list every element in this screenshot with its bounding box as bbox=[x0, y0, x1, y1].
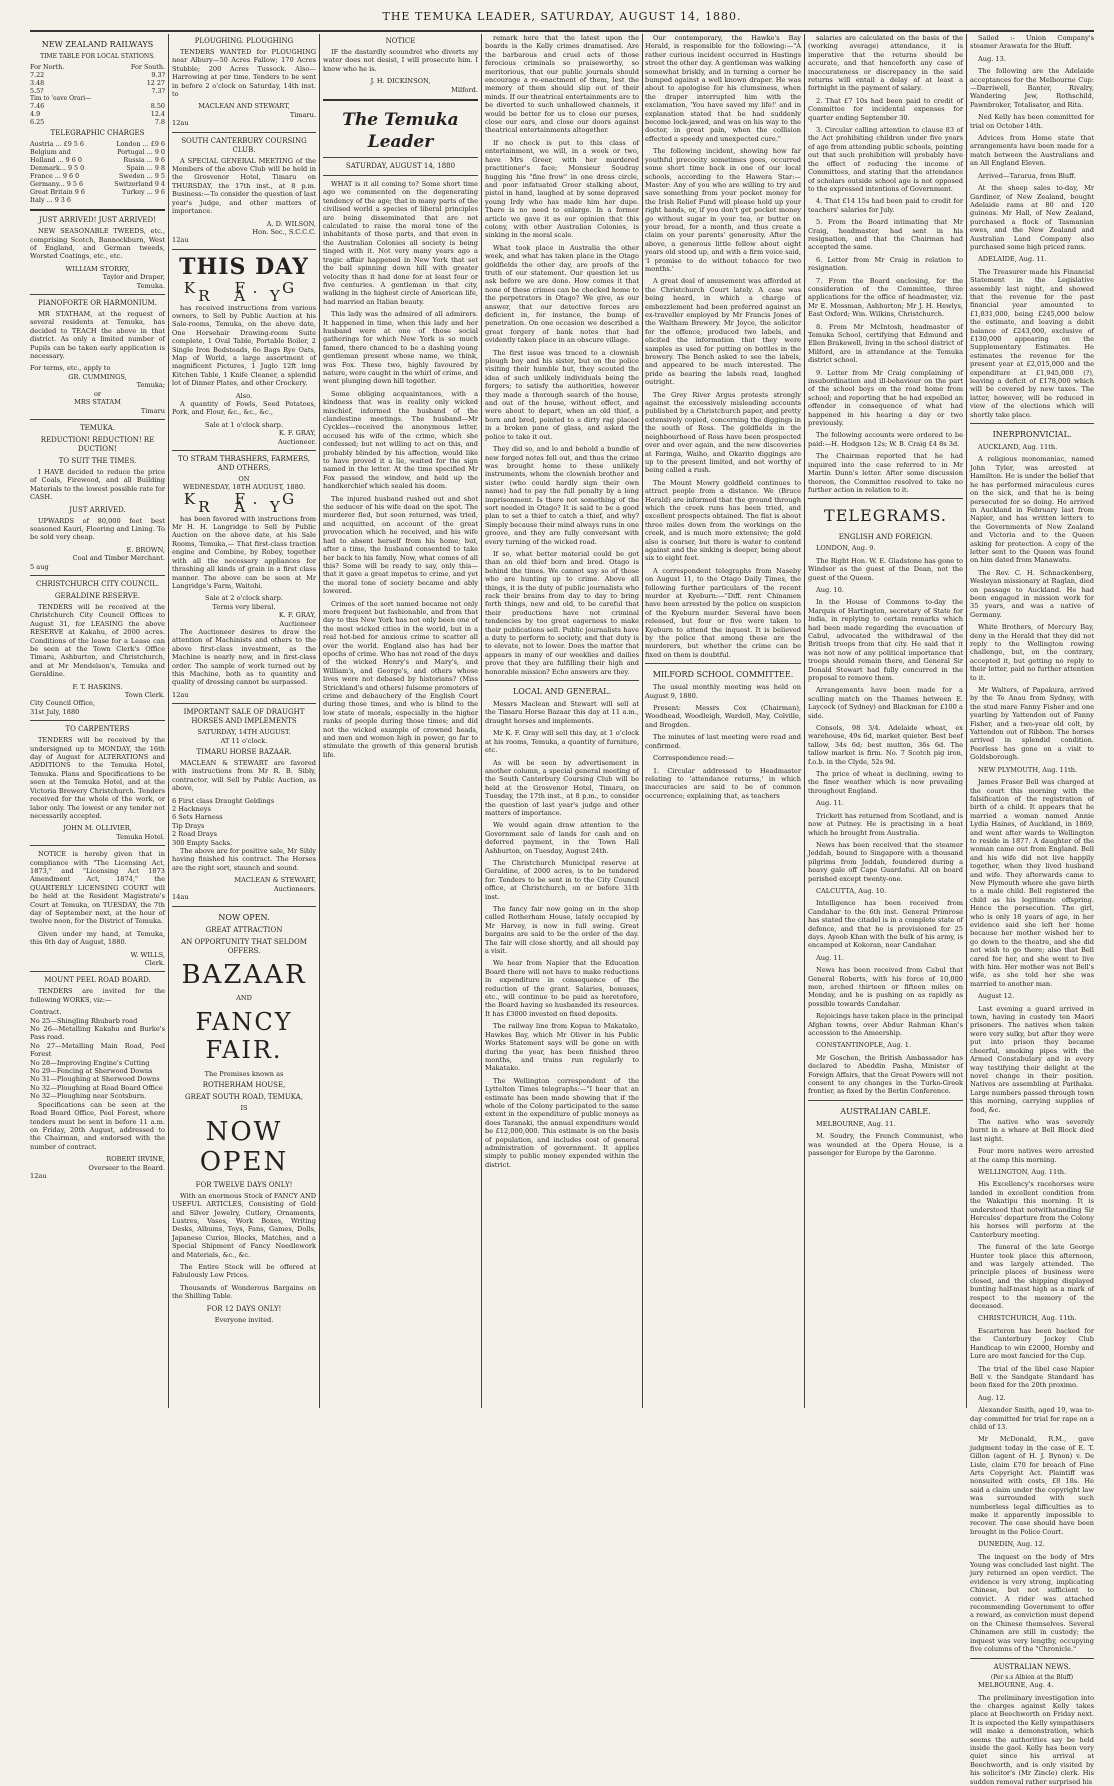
notice-text: IF the dastardly scoundrel who diverts my water does not desist, I will prosecute him. I know who he is. bbox=[323, 48, 478, 73]
local-item: We hear from Napier that the Education Board there will not have to make reductions in expenditure in consequence of the reduction of the grant. Salaries, bonuses, etc., will continue to be paid as heretofore, the Board having so husbanded its resources. It has £3000 invested on fixed deposits. bbox=[485, 959, 639, 1018]
licensing-title: Clerk. bbox=[144, 959, 165, 967]
telegraph-cell: Spain ... 9 8 bbox=[126, 164, 165, 173]
horse-bazaar-name: MACLEAN & STEWART, bbox=[234, 876, 316, 885]
geraldine-date: 31st July, 1880 bbox=[30, 707, 80, 716]
coursing-text: A SPECIAL GENERAL MEETING of the Members of the above Club will be held in the Grosvenor Hotel, Timaru on THURSDAY, the 17th inst., at 8 p.m. Business:—To consider the question of last year's Judge, and other matters of importance. bbox=[172, 156, 316, 216]
piano-place1: Temuka; bbox=[136, 381, 165, 390]
local-item: The Christchurch Municipal reserve at Geraldine, of 2000 acres, is to be tendered for. Tenders to be sent in to the City Council office, at Christchurch, on or before 31th inst. bbox=[485, 858, 639, 901]
telegraph-cell: France ... 9 6 0 bbox=[30, 172, 80, 181]
south-label: For South. bbox=[130, 62, 165, 71]
telegram-paragraph: Aug. 11. bbox=[816, 953, 844, 962]
telegram-paragraph: Rejoicings have taken place in the principal Afghan towns, over Abdur Rahman Khan's accession to the Ameership. bbox=[808, 1012, 963, 1038]
editorial-paragraph: If no check is put to this class of entertainment, we will, in a week or two, have Mrs Greer, with her murdered practitioner's face; Monsieur Soudray hugging his "fine frow" in one dress circle, and poor infatuated Greer stalking about, pistol in hand, laughed at by some depraved young Irdy who has made him her dupe. There is no need to enlarge. In a former article we gave it as our opinion that this colony, with other Australian Colonies, is sinking in the moral scale. bbox=[485, 138, 639, 240]
milford-items bbox=[645, 683, 801, 800]
road-contract-item: No 32—Ploughing at Road Board Office bbox=[30, 1083, 163, 1092]
great-attraction: GREAT ATTRACTION bbox=[205, 925, 283, 934]
stock-entire: The Entire Stock will be offered at Fabulously Low Prices. bbox=[172, 1262, 316, 1280]
milford-paragraph: The following accounts were ordered to be paid:—H. Hodgson 12s; W. B. Craig £4 8s 3d. bbox=[808, 431, 963, 448]
column-5 bbox=[645, 34, 801, 1408]
horses-at: AT 11 o'clock. bbox=[220, 736, 268, 745]
editorial-paragraph: They did so, and lo and behold a bundle of new forged notes fell out, and thus the crime was brought home to these unlikely instruments, whom the clownish brother and sister (who could hardly sign their own name) had to pay the full penalty by a long imprisonment. Is there not something of the sort needed in Otago? It is said to be a good plan to set a thief to catch a thief, and why? Simply because their mind always runs in one groove, and they are fully conversant with every turning of the wicked road. bbox=[485, 445, 640, 546]
editorial-paragraph: WHAT is it all coming to? Some short time ago we commented on the degenerating tendency of the age; that in many parts of the civilised world a species of liberal principles are being disseminated that are not calculated to raise the moral tone of the inhabitants of those parts, and that even in the Australian Colonies all society is being tinged with it. Not very many years ago a tragic affair happened in New York that set the ball spinning down hill with greater velocity than it had done for at least four or five centuries. A gentleman in that city, walking in the highest circle of American life, had married an Italian beauty. bbox=[323, 180, 478, 306]
telegram-paragraph: Mr Goschen, the British Ambassador has declared to Abeddin Pasha, Minister of Foreign Affairs, that the Great Powers will not consent to any changes in the Turko-Greek frontier, as fixed by the Berlin Conference. bbox=[808, 1053, 963, 1096]
telegram-paragraph: News has been received that the steamer Jeddah, bound to Singapore with a thousand pilgrims from Jeddah, foundered during a heavy gale off Cape Guardafui. All on board perished except twenty-one. bbox=[808, 840, 963, 883]
just-date: 5 aug bbox=[30, 562, 49, 571]
telegram-paragraph: LONDON, Aug. 9. bbox=[816, 544, 876, 553]
this-day-name: K. F. GRAY, bbox=[278, 429, 316, 438]
milford-paragraph: salaries are calculated on the basis of the (working average) attendance, it is imperative that the returns should be accurate, and that henceforth any case of inaccurateness or discrepancy in the said returns will entail a delay of at least a fortnight in the payment of salary. bbox=[808, 34, 963, 93]
local-item: The Wellington correspondent of the Lyttelton Times telegraphs:—"I hear that an estimate has been made showing that if the whole of the Colony participated to the same extent in the expenditure of public moneys as does Taranaki, the annual expenditure would be £12,000,000. This estimate is on the basis of population, and includes cost of general administration of government. It applies simply to public money expended within the district. bbox=[485, 1076, 639, 1169]
cable-paragraph: The following are the Adelaide acceptances for the Melbourne Cup:—Darriwell, Banter, Rivalry, Wandering Jew, Rothschild, Pawnbroker, Totalisator, and Rita. bbox=[970, 67, 1094, 109]
arrived-place: Temuka. bbox=[136, 281, 165, 290]
editorial-paragraph: Some obliging acquaintances, with a kindness that was in reality only wicked mischief, informed the husband of the clandestine meetings. The husband—Mr Cyckles—received the anonymous letter, accused his wife of the crime, which she confessed; but not willing to act on this, and probably blinded by his affection, would like to have proved it a lie, waited for the sign named in the letter. At the time specified Mr Fox passed the window, and held up the handkerchief which sealed his doom. bbox=[323, 389, 478, 491]
notice-place: Milford. bbox=[451, 85, 478, 94]
piano-name2: MRS STATAM bbox=[74, 398, 121, 407]
telegraph-row bbox=[30, 156, 165, 164]
road-board-name: ROBERT IRVINE, bbox=[106, 1155, 165, 1164]
ploughing-date: 12au bbox=[172, 119, 189, 128]
railway-heading: NEW ZEALAND RAILWAYS bbox=[41, 40, 154, 49]
telegraph-row bbox=[30, 188, 165, 196]
ploughing-text: TENDERS WANTED for PLOUGHING near Albury—50 Acres Fallow; 170 Acres Stubble; 200 Acres Tussock. Also— Harrowing at per time. Tenders to be sent in before 2 o'clock on Saturday, 14th inst. to bbox=[172, 48, 316, 99]
horse-bazaar-heading: TIMARU HORSE BAZAAR. bbox=[196, 748, 292, 756]
everyone-invited: Everyone invited. bbox=[214, 1315, 274, 1324]
road-contract-item: No 29—Fencing at Sherwood Downs bbox=[30, 1067, 153, 1076]
kf-gray-heading-2: K. F. G R A Y bbox=[183, 489, 305, 517]
milford-paragraph: 1. Circular addressed to Headmaster relating to 'attendance returns,' in which inaccuracies are said to be of common occurrence; explaining that, as teachers bbox=[645, 766, 801, 800]
road-contract-item: Contract. bbox=[30, 1008, 62, 1017]
rotherham-house: ROTHERHAM HOUSE, bbox=[202, 1081, 286, 1090]
masthead: The Temuka Leader bbox=[342, 110, 459, 153]
telegraph-heading: TELEGRAPHIC CHARGES bbox=[50, 129, 145, 138]
milford-paragraph: Present: Messrs Cox (Chairman), Woodhead, Woodleigh, Wardell, May, Colville, and Brogden. bbox=[645, 704, 801, 729]
local-general-items bbox=[485, 700, 639, 1169]
interprovincial-paragraph: Mr Walters, of Papakura, arrived by the Te Anau from Sydney, with the stud mare Fanny Fisher and one yearling by Yattendon out of Fanny Fisher, and a two-year old colt, by Yattendon out of Ribbon. The horses arrived in splendid condition. Peerless has gone on a visit to Goldsborough. bbox=[970, 686, 1094, 762]
milford-paragraph: 4. That £14 15s had been paid to credit for teachers' salaries for July. bbox=[808, 197, 963, 214]
arrived-heading: JUST ARRIVED! JUST ARRIVED! bbox=[39, 216, 156, 225]
geraldine-office: City Council Office, bbox=[30, 699, 96, 708]
interprovincial-paragraph: The inquest on the body of Mrs Young was concluded last night. The jury returned an open verdict. The evidence is very strong, implicating Chinese, but not sufficient to convict. A rider was attached recommending Government to offer a reward, as conviction must depend on the Chinese themselves. Several Chinamen are still in custody; the inquest was very lengthy, occupying five columns of the "Chronicle." bbox=[970, 1552, 1094, 1654]
column-rule bbox=[804, 34, 805, 1408]
time-cell: 3.48 bbox=[30, 78, 45, 87]
milford-paragraph: Correspondence read:— bbox=[653, 754, 735, 763]
just-arrived-heading: JUST ARRIVED. bbox=[69, 505, 126, 514]
telegram-paragraph: The price of wheat is declining, owing to the finer weather which is now prevailing throughout England. bbox=[808, 770, 963, 795]
road-contract-item: No 27—Metalling Main Road, Peel Forest bbox=[30, 1041, 165, 1059]
column-2 bbox=[172, 34, 316, 1408]
north-label: For North. bbox=[30, 62, 65, 71]
interprovincial-paragraph: The Rev. C. H. Schnackenberg, Wesleyan missionary at Raglan, died on passage to Auckland. He had been engaged in mission work for 35 years, and was a native of Germany. bbox=[970, 568, 1094, 619]
telegraph-cell: Italy ... 9 3 6 bbox=[30, 196, 71, 205]
railway-subheading: TIME TABLE FOR LOCAL STATIONS. bbox=[40, 53, 155, 60]
road-contract-item: No 25—Shingling Rhubarb road bbox=[30, 1016, 138, 1025]
telegraph-row bbox=[30, 140, 165, 148]
now-open-2: NOW OPEN bbox=[199, 1116, 289, 1177]
railway-table bbox=[30, 63, 165, 95]
editorial-paragraph: The injured husband rushed out and shot the seducer of his wife dead on the spot. The murderer fled, but soon returned, was tried, and acquitted, on account of the great provocation which he received, and his wife had to absent herself from his home; but, after a time, the husband consented to take her back to his family. Now, what comes of all this? Some will be ready to say, only this—that it gave a great impetus to crime, and yet the moral tone of society became and ably lowered. bbox=[323, 494, 478, 596]
notice-heading: NOTICE bbox=[385, 37, 416, 45]
auctioneer-date: 12au bbox=[172, 690, 189, 699]
time-cell: 12.4 bbox=[150, 110, 165, 119]
time-cell: 12 27 bbox=[146, 78, 165, 87]
interprovincial-items bbox=[970, 443, 1094, 1653]
fancy-fair-heading: FANCY FAIR. bbox=[195, 1007, 293, 1064]
telegraph-cell: Switzerland 9 4 bbox=[114, 180, 165, 189]
telegraph-row bbox=[30, 164, 165, 172]
bazaar-item: Tip Drays bbox=[172, 821, 205, 830]
telegrams-heading: TELEGRAMS. bbox=[824, 506, 947, 526]
interprovincial-paragraph: James Fraser Bell was charged at the court this morning with the falsification of the registration of birth of a child. It appears that he married a woman named Annie Lydia Haines, of Auckland, in 1869, and went after wards to Wellington to reside in 1877. A daughter of the woman came out from England. Bell and his wife did not live happily together, when they lived husband and wife. They afterwards came to New Plymouth where she gave birth to a male child. Bell registered the child as his legitimate offspring. Hence the persecution. The girl, who is only 18 years of age, in her evidence said she left her home because her mother wished her to go down to the theatre, and she did not wish to go there; also that Bell cared for her, and she went to live with him. Her mother was not Bell's wife, as she told her she was married to another man. bbox=[970, 778, 1094, 988]
time-cell: 7.22 bbox=[30, 70, 45, 79]
is-label: IS bbox=[240, 1104, 248, 1113]
local-general-heading: LOCAL AND GENERAL. bbox=[512, 687, 612, 697]
milford-paragraph: 9. Letter from Mr Craig complaining of insubordination and ill-behaviour on the part of the school boys on the road home from school; and reporting that he had expelled an offender in consequence of what had happened in his hearing a day or two previously. bbox=[808, 368, 963, 428]
cable-continued bbox=[970, 34, 1094, 419]
time-cell: 8.50 bbox=[150, 102, 165, 111]
council-heading: CHRISTCHURCH CITY COUNCIL. bbox=[35, 579, 160, 588]
column-1 bbox=[30, 34, 165, 1408]
bazaar-big-heading: BAZAAR bbox=[181, 959, 307, 990]
column-rule bbox=[319, 34, 320, 1408]
telegram-paragraph: Intelligence has been received from Candahar to the 6th inst. General Primrose has stated the citadel is in a complete state of defence, and that he is provisioned for 25 days. Ayoob Khan with the bulk of his army, is encamped at Kokoran, near Candahar. bbox=[808, 899, 963, 950]
interprovincial-paragraph: DUNEDIN, Aug. 12. bbox=[978, 1540, 1045, 1549]
telegram-paragraph: Aug. 10. bbox=[816, 585, 844, 594]
licensing-name: W. WILLS, bbox=[130, 950, 165, 959]
interprovincial-paragraph: His Excellency's racehorses were landed in excellent condition from the Wakatipu this morning. It is understood that notwithstanding Sir Hercules' departure from the Colony his horses will perform at the Canterbury meeting. bbox=[970, 1180, 1094, 1239]
news-paragraph: A correspondent telegraphs from Naseby on August 11, to the Otago Daily Times, the following further particulars of the recent murder at Kyeburn:—"Diff. rent Chinamen have been arrested by the police on suspicion of the Kyeburn murder. Several have been released, but four or five were taken to Kyeburn to attend the inquest. It is believed by the police that among these are the murderers, but whether the crime can be fixed on them is doubtful. bbox=[645, 566, 801, 659]
great-south-road: GREAT SOUTH ROAD, TEMUKA, bbox=[185, 1093, 303, 1102]
australian-cable-heading: AUSTRALIAN CABLE. bbox=[840, 1106, 931, 1116]
cable-paragraph: Aug. 13. bbox=[978, 54, 1006, 63]
interprovincial-paragraph: Four more natives were arrested at the camp this morning. bbox=[970, 1147, 1094, 1164]
telegram-paragraph: Aug. 11. bbox=[816, 799, 844, 808]
kf-gray-heading: K. F. G R A Y bbox=[183, 278, 305, 306]
piano-place2: Timaru bbox=[140, 406, 165, 415]
telegraph-row bbox=[30, 196, 165, 204]
ploughing-name: MACLEAN AND STEWART, bbox=[198, 102, 290, 111]
editorial-paragraph: What took place in Australia the other week, and what has taken place in the Otago goldfields the other day, are proofs of the truth of our statement. Our question let us ask before we are done. How comes it that none of these crimes can be checked home to the perpetrators in Otago? We give, as our answer, that our detective forces are deficient in, for instance, the bump of penetration. On one occasion we described a great forgery of bank notes that had evidently taken place in an obscure village. bbox=[485, 243, 639, 345]
twelve-days: FOR TWELVE DAYS ONLY! bbox=[195, 1180, 293, 1189]
news-paragraph: The Mount Mowry goldfield continues to attract people from a distance. We (Bruce Herald) are informed that the ground through which the creek runs has been tried, and excellent prospects obtained. The flat is about three miles down from the workings on the creek, and is much more extensive; the gold also is coarser, but there is water to contend against and the sinking is deeper, being about six to eight feet. bbox=[645, 478, 801, 563]
carpenters-heading: TO CARPENTERS bbox=[65, 725, 130, 734]
interprovincial-paragraph: CHRISTCHURCH, Aug. 11th. bbox=[978, 1314, 1077, 1323]
cable-paragraph: The Treasurer made his Financial Statement in the Legislative assembly last night, and showed that the revenue for the past financial year amounted to £1,831,000, being £245,000 below the estimate, and leaving a debit balance of £243,000, exclusive of £130,000 appearing on the Supplementary Estimates. He estimates the revenue for the present year at £2,015,000 and the expenditure at £1,945,000 (?), leaving a deficit of £178,000 which will be covered by new taxes. The latter, however, will be reduced in view of the elections which will shortly take place. bbox=[970, 267, 1094, 419]
local-item: Mr K. F. Gray will sell this day, at 1 o'clock at his rooms, Temuka, a quantity of furniture, etc. bbox=[485, 729, 639, 755]
geraldine-title: Town Clerk. bbox=[124, 691, 165, 700]
piano-name1: GR. CUMMINGS, bbox=[68, 372, 127, 381]
telegram-paragraph: CALCUTTA, Aug. 10. bbox=[816, 886, 887, 895]
time-cell: 7.3? bbox=[151, 86, 165, 95]
time-cell: 5.5? bbox=[30, 86, 44, 95]
premises-known: The Premises known as bbox=[204, 1069, 284, 1078]
telegram-paragraph: Arrangements have been made for a sculling match on the Thames between E. Laycock (of Sydney) and Blackman for £100 a side. bbox=[808, 686, 963, 720]
carpenters-text: TENDERS will be received by the undersigned up to MONDAY, the 16th day of August for ALTERATIONS and ADDITIONS to the Temuka Hotel, Temuka. Plans and Specifications to be seen at the Temuka Hotel, and at the Victoria Brewery Christchurch. Tenders received for the whole of the work, or labor only. The lowest or any tender not necessarily accepted. bbox=[30, 736, 165, 820]
milford-paragraph: 6. Letter from Mr Craig in relation to resignation. bbox=[808, 255, 963, 273]
local-item: Messrs Maclean and Stewart will sell at the Timaru Horse Bazaar this day at 11 a.m., draught horses and implements. bbox=[485, 700, 639, 725]
ploughing-heading: PLOUGHING. PLOUGHING bbox=[194, 37, 294, 45]
bazaar-item: 2 Hackneys bbox=[172, 805, 211, 814]
interprovincial-paragraph: August 12. bbox=[978, 992, 1015, 1001]
local-item: We would again draw attention to the Government sale of lands for cash and on deferred payment, in the Town Hall Ashburton, on Tuesday, August 24th. bbox=[485, 821, 639, 855]
interprovincial-paragraph: White Brothers, of Mercury Bay, deny in the Herald that they did not reply to the Wellington rowing challenge, but, on the contrary, accepted it, but getting no reply to their letter, paid no further attention to it. bbox=[970, 623, 1094, 682]
interprovincial-paragraph: The trial of the libel case Napier Bell v. the Sandgate Standard has been fixed for the 20th proximo. bbox=[970, 1364, 1094, 1390]
telegraph-cell: London ... £9 6 bbox=[116, 140, 165, 149]
this-day-also-text: A quantity of Fowls, Seed Potatoes, Pork, and Flour, &c., &c., &c., bbox=[172, 400, 316, 417]
road-contract-item: No 32—Ploughing near Scotsburn. bbox=[30, 1092, 147, 1101]
just-trade: Coal and Timber Merchant. bbox=[72, 554, 165, 563]
road-board-date: 12au bbox=[30, 1171, 47, 1180]
coursing-title: Hon. Sec., S.C.C.C. bbox=[252, 227, 316, 236]
page-header-title: THE TEMUKA LEADER, SATURDAY, AUGUST 14, 1880. bbox=[382, 10, 742, 23]
thrashers-date: WEDNESDAY, 18TH AUGUST, 1880. bbox=[182, 483, 306, 492]
road-board-items bbox=[30, 1008, 165, 1100]
thrashers-name: K. F. GRAY, bbox=[278, 611, 316, 620]
geraldine-name: F. T. HASKINS. bbox=[72, 682, 123, 691]
telegraph-cell: Belgium and bbox=[30, 148, 71, 157]
date-line: SATURDAY, AUGUST 14, 1880 bbox=[345, 162, 456, 171]
column-7 bbox=[970, 34, 1094, 1786]
time-cell: 4.9 bbox=[30, 110, 41, 119]
interprovincial-heading: INERPRONVICIAL. bbox=[992, 430, 1072, 440]
this-day-also: Also. bbox=[235, 391, 253, 400]
news-paragraph: A great deal of amusement was afforded at the Christchurch Court lately. A case was being heard, in which a charge of embezzlement had been preferred against an ex-traveller employed by Mr Francis Jones of the Waltham Brewery. Mr Joyce, the solicitor for the offence, produced two labels, and elicited the information that they were samples as used for putting on bottles in the brewery. The Bench asked to see the labels, and appeared to be much interested. The pride as bearing the labels read, laughed outright. bbox=[645, 277, 801, 387]
cable-paragraph: Ned Kelly has been committed for trial on October 14th. bbox=[970, 113, 1094, 130]
telegraph-cell: Russia ... 9 6 bbox=[123, 156, 165, 165]
north-times bbox=[30, 63, 95, 95]
editorial-paragraph: remark here that the latest upon the boards is the Kelly crimes dramatised. Are the barbarous and cruel acts of those ferocious criminals so praiseworthy, so meritorious, that our public journals should encourage a re-enactment of them, lest the memory of them should slip out of their minds. If our theatrical entertainments are to be diverted to such unhallowed channels, it would be better for us to close our purses, close our ears, and close our doors against theatrical entertainments altogether. bbox=[485, 34, 639, 135]
telegraph-row bbox=[30, 172, 165, 180]
time-cell: 7.46 bbox=[30, 102, 45, 111]
interprovincial-paragraph: A religious monomaniac, named John Tyler, was arrested at Hamilton. He is under the belief that he has performed miraculous cures on the sick, and that he is being persecuted for so doing. He arrived in Auckland in February last from Napier, and has written letters to the Governments of New Zealand and Victoria and to the Queen asking for protection. A copy of the letter sent to the Queen was found on him dated from Manawatu. bbox=[970, 455, 1094, 565]
time-cell: 9.3? bbox=[151, 70, 165, 79]
carpenters-place: Temuka Hotel. bbox=[116, 832, 165, 841]
road-board-heading: MOUNT PEEL ROAD BOARD. bbox=[44, 976, 151, 985]
road-board-spec: Specifications can be seen at the Road Board Office, Peel Forest, where tenders must be sent in before 11 a.m. on Friday, 20th August, addressed to the Chairman, and endorsed with the number of contract. bbox=[30, 1100, 165, 1151]
column-3 bbox=[323, 34, 478, 1408]
horse-bazaar-text: MACLEAN & STEWART are favored with instructions from Mr R. B. Sibly, contractor, will Sell by Public Auction, as above, bbox=[172, 759, 316, 793]
horse-bazaar-date: 14au bbox=[172, 893, 189, 902]
thrashers-title: Auctioneer bbox=[279, 619, 316, 628]
editorial-paragraph: If so, what better material could be got than an old thief born and bred. Otago is behind the times. We cannot say so of those who are hunting up to crime. Above all things, it is the duty of public journalists who rack their brains from day to day to bring forth things, new and old, to be careful that their productions have not criminal tendencies by too great eagerness to make their publications sell. Public journalists have a duty to perform to society, and that duty is to elevate, not to lower. Does the matter that appears in many of our weeklies and dailies prove that they are fulfilling their high and honorable mission? Echo answers are they. bbox=[485, 549, 639, 676]
railway-table-2 bbox=[30, 102, 165, 126]
local-item: As will be seen by advertisement in another column, a special general meeting of the South Canterbury Coursing Club will be held at the Grosvenor Hotel, Timaru, on Tuesday, the 17th inst., at 8 p.m., to consider the question of last year's judge and other matters of importance. bbox=[485, 758, 639, 817]
piano-heading: PIANOFORTE OR HARMONIUM. bbox=[38, 299, 157, 308]
australian-news-paragraph: The preliminary investigation into the charges against Kelly takes place at Beechworth on Friday next. It is expected the Kelly sympathisers will make a demonstration, which seems the authorities say be held inside the gaol. Kelly has been very quiet since his arrival at Beechworth, and is only visited by his solicitor's (Mr Zincle) clerk. His sudden removal rather surprised his bbox=[970, 1693, 1094, 1786]
arrived-text: NEW SEASONABLE TWEEDS, etc., comprising Scotch, Bannockburn, West of England, and German tweeds, Worsted Coatings, etc., etc. bbox=[30, 227, 165, 261]
news-paragraph: The Grey River Argus protests strongly against the excessively misleading accounts published by a Christchurch paper, and pretty extensively copied, concerning the diggings in the south of Ross. The goldfields in the neighbourhood of Ross have been prospected over and over again, and the new discoveries at Faringa, Waiho, and Okarito diggings are up to the present limited, and not worthy of being called a rush. bbox=[645, 390, 801, 475]
milford-paragraph: 7. From the Board enclosing, for the consideration of the Committee, three applications for the office of headmaster, viz. Mr E. Mossman, Ashburton; Mr J. H. Hewlys, East Oxford; Wm. Wilkins, Christchurch. bbox=[808, 276, 963, 319]
telegram-paragraph: CONSTANTINOPLE, Aug. 1. bbox=[816, 1041, 912, 1050]
australian-news-items bbox=[970, 1681, 1094, 1786]
railway-orari: Tim to 'eave Orari— bbox=[30, 94, 92, 102]
road-contract-item: No 31—Ploughing at Sherwood Downs bbox=[30, 1075, 160, 1084]
just-arrived-text: UPWARDS of 80,000 feet best seasoned Kauri, Flooring and Lining. To be sold very cheap. bbox=[30, 516, 165, 542]
telegraph-cell: Great Britain 9 6 bbox=[30, 188, 85, 197]
thrashers-terms: Terms very liberal. bbox=[212, 602, 276, 611]
telegrams-sub: ENGLISH AND FOREIGN. bbox=[838, 533, 933, 542]
geraldine-text: TENDERS will be received at the Christchurch City Council Offices to August 31, for LEASING the above RESERVE at Kakahu, of 2000 acres. Conditions of the lease for a Lease can be seen at the Town Clerk's Office Timaru, Ashburton, and Christchurch, and at Mr Mendelson's, Temuka and Geraldine. bbox=[30, 602, 165, 679]
editorial bbox=[323, 180, 478, 759]
coursing-heading: SOUTH CANTERBURY COURSING CLUB. bbox=[181, 136, 307, 154]
cable-paragraph: MELBOURNE, Aug. 11. bbox=[816, 1119, 896, 1128]
piano-or: or bbox=[93, 389, 102, 398]
this-day-text: has received instructions from various owners, to Sell by Public Auction at his Sale-rooms, Temuka, on the above date, One Horsehair Drawing-room Suite complete, 1 Oval Table, Portable Boiler, 2 Single Iron Bedsteads, 6o Bags Rye Oats, Map of World, a large assortment of magnificent Pictures, 1 Juglo 12ft long Kitchen Table, 1 Knife Cleaner, a splendid lot of Dinner Plates, and other Crockery. bbox=[172, 303, 316, 388]
telegraph-row bbox=[30, 180, 165, 188]
telegram-paragraph: The Right Hon. W. E. Gladstone has gone to Windsor as the guest of the Dean, not the guest of the Queen. bbox=[808, 556, 963, 582]
horse-bazaar-note: The above are for positive sale, Mr Sibly having finished his contract. The Horses are the right sort, staunch and sound. bbox=[172, 847, 316, 872]
road-contract-item: No 28—Improving Engine's Cutting bbox=[30, 1058, 150, 1067]
stock-thousands: Thousands of Wonderous Bargains on the Shilling Table. bbox=[172, 1283, 316, 1301]
horse-bazaar-items bbox=[172, 797, 316, 847]
auctioneer-text: The Auctioneer desires to draw the attention of Machinists and others to the above first-class investment, as the Machine is nearly new, and in first-class order. The sample of work turned out by this Machine, both as to quantity and quality of dressing cannot be surpassed. bbox=[172, 627, 316, 687]
reduction-place: TEMUKA. bbox=[79, 423, 116, 432]
milford-paragraph: The minutes of last meeting were read and confirmed. bbox=[645, 733, 801, 750]
this-day-heading: THIS DAY bbox=[179, 253, 309, 280]
milford-paragraph: The Chairman reported that he had inquired into the case referred to in Mr Martin Dunn's letter. After some discussion thereon, the Committee resolved to take no further action in relation to it. bbox=[808, 452, 963, 494]
telegram-paragraph: Consols, 98 3/4. Adelaide wheat, ex warehouse, 49s 6d, market quieter. Best beef tallow, 34s 6d; best mutton, 36s 6d. The tallow market is firm. No. 7 Scotch pig iron, f.o.b. in the Clyde, 52s 9d. bbox=[808, 724, 963, 766]
australian-news-sub: (Per s.s Albion at the Bluff) bbox=[990, 1673, 1074, 1681]
bazaar-item: 300 Empty Sacks. bbox=[172, 838, 233, 847]
stock-text: With an enormous Stock of FANCY AND USEFUL ARTICLES, Consisting of Gold and Silver Jewelry, Cutlery, Ornaments, Lustres, Vases, Work Boxes, Writing Desks, Albums, Toys, Fans, Games, Dolls, Japanese Curios, Blocks, Matches, and a Special Shipment of Fancy Needlework and Materials, &c., &c. bbox=[172, 1191, 316, 1259]
geraldine-heading: GERALDINE RESERVE. bbox=[54, 591, 141, 600]
interprovincial-paragraph: Alexander Smith, aged 19, was to-day committed for trial for rape on a child of 13. bbox=[970, 1406, 1094, 1431]
telegraph-cell: Turkey ... 9 6 bbox=[121, 188, 165, 197]
interprovincial-paragraph: The native who was severely burnt in a whare at Bell Block died last night. bbox=[970, 1117, 1094, 1143]
coursing-name: A. D. WILSON, bbox=[266, 219, 316, 228]
milford-paragraph: 5. From the Board intimating that Mr Craig, headmaster, had sent in his resignation, and that the Chairman had accepted the same. bbox=[808, 218, 963, 252]
interprovincial-paragraph: Escarteron has been backed for the Canterbury Jockey Club Handicap to win £2000, Hornby and Lure are most fancied for the Cup. bbox=[970, 1326, 1094, 1361]
just-name: E. BROWN, bbox=[126, 545, 165, 554]
telegraph-cell: Holland ... 9 6 0 bbox=[30, 156, 82, 165]
telegram-paragraph: Trickett has returned from Scotland, and is now at Putney. He is practising in a boat which he brought from Australia. bbox=[808, 811, 963, 837]
thrashers-on: ON bbox=[238, 475, 250, 484]
column-rule bbox=[966, 34, 967, 1408]
local-item: The fancy fair now going on in the shop called Rotherham House, lately occupied by Mr Harvey, is now in full swing. Great bargains are said to be the order of the day. The fair will close shortly, and all should pay a visit. bbox=[485, 905, 639, 956]
road-contract-item: No 26—Metalling Kakahu and Burke's Pass road. bbox=[30, 1025, 165, 1042]
reduction-sub: TO SUIT THE TIMES. bbox=[58, 456, 137, 465]
interprovincial-paragraph: WELLINGTON, Aug. 11th. bbox=[978, 1167, 1067, 1176]
horses-date: SATURDAY, 14TH AUGUST. bbox=[197, 728, 291, 737]
australian-news-paragraph: MELBOURNE, Aug. 4. bbox=[978, 1681, 1054, 1690]
column-6 bbox=[808, 34, 963, 1408]
licensing-given: Given under my hand, at Temuka, this 6th day of August, 1880. bbox=[30, 929, 165, 947]
column-rule bbox=[481, 34, 482, 1408]
reduction-text: I HAVE decided to reduce the price of Coals, Firewood, and all Building Materials to the lowest possible rate for CASH. bbox=[30, 467, 165, 502]
interprovincial-paragraph: AUCKLAND, Aug. 11th. bbox=[978, 443, 1058, 452]
telegraph-row bbox=[30, 148, 165, 156]
now-open-1: NOW OPEN. bbox=[218, 912, 270, 922]
interprovincial-paragraph: NEW PLYMOUTH, Aug. 11th. bbox=[978, 765, 1078, 774]
time-cell: 7.8 bbox=[154, 118, 165, 127]
this-day-title: Auctioneer. bbox=[277, 437, 316, 446]
telegram-paragraph: News has been received from Cabul that General Roberts, with his force of 10,000 men, arched thirteen or fifteen miles on Monday, and he is pushing on as rapidly as possible towards Candahar. bbox=[808, 966, 963, 1008]
page-header bbox=[30, 6, 1094, 32]
column-rule bbox=[168, 34, 169, 1408]
telegraph-cell: Germany... 9 5 6 bbox=[30, 180, 84, 189]
thrashers-sale: Sale at 2 o'clock sharp. bbox=[205, 594, 283, 603]
bazaar-and: AND bbox=[236, 993, 252, 1002]
telegraph-cell: Sweden ... 9 5 bbox=[119, 172, 165, 181]
horse-bazaar-title: Auctioneers. bbox=[273, 884, 316, 893]
cable-paragraph: ADELAIDE, Aug. 11. bbox=[978, 255, 1047, 264]
south-times bbox=[100, 63, 165, 95]
ploughing-place: Timaru. bbox=[289, 110, 316, 119]
cable-paragraph: Advices from Home state that arrangements have been made for a match between the Australians and an All England Eleven. bbox=[970, 134, 1094, 168]
milford-paragraph: 2. That £7 10s had been paid to credit of Committee for incidental expenses for quarter ending September 30. bbox=[808, 96, 963, 122]
bazaar-item: 6 Sets Harness bbox=[172, 813, 223, 822]
milford-heading: MILFORD SCHOOL COMMITTEE. bbox=[652, 670, 794, 680]
local-item: The railway line from Kopua to Makatako, Hawkes Bay, which Mr Oliver in his Public Works Statement says will be gone on with during the year, has been finished three months, and trains run regularly to Makatako. bbox=[485, 1022, 639, 1073]
bazaar-item: 2 Road Drays bbox=[172, 830, 217, 839]
bazaar-item: 6 First class Draught Geldings bbox=[172, 796, 275, 805]
thrashers-text: has been favored with instructions from Mr H. H. Langridge to Sell by Public Auction on the above date, at his Sale Rooms, Temuka,— That first-class traction engine and Combine, by Robey, together with all the necessary appliances for thrashing all kinds of grain in a first class manner. The above can be seen at Mr Langridge's Farm, Waitohi. bbox=[172, 514, 316, 590]
cable-paragraph: Arrived—Tararua, from Bluff. bbox=[978, 171, 1076, 180]
news-paragraph: Our contemporary, the Hawke's Bay Herald, is responsible for the following:—"A rather curious incident occurred in Hastings street the other day. A gentleman was walking somewhat briskly, and in turning a corner he bumped against a well known draper. He was about to apologise for his clumsiness, when the draper interrupted him with the exclamation, 'You have saved my life!' and in explanation stated that he had suddenly become lock-jawed, and was on his way to the doctor, in great pain, when the collision effected a speedy and unexpected cure." bbox=[645, 34, 801, 143]
column-4 bbox=[485, 34, 639, 1408]
telegraph-cell: Denmark... 9 5 0 bbox=[30, 164, 85, 173]
cable-paragraph: Sailed :- Union Company's steamer Arawata for the Bluff. bbox=[970, 34, 1094, 51]
editorial-paragraph: Crimes of the sort named became not only more frequent but fashionable, and from that day to this New York has not only been one of the most wicked cities in the world, but in a real hot-bed for anxious crime to scatter all over the world. England also has had her epochs of crime. Who has not read of the days of the wicked Henry's and Mary's, and William's, and George's, and others whose lives were not debased by historians? (Miss Strickland's and others) fulsome promoters of crime and debauchery of the English Court during those times, and who is blind to the low state of morals, especially in the higher ranks of people during those times; and did not the wicked example of crowned heads, and men and women high in power, go far to stimulate the growth of this general brutish life. bbox=[323, 599, 478, 759]
interprovincial-paragraph: Aug. 12. bbox=[978, 1393, 1006, 1402]
news-items bbox=[645, 34, 801, 659]
notice-name: J. H. DICKINSON, bbox=[370, 77, 431, 86]
time-cell: 6.25 bbox=[30, 118, 45, 127]
horses-heading: IMPORTANT SALE OF DRAUGHT HORSES AND IMPLEMENTS bbox=[183, 708, 305, 726]
interprovincial-paragraph: Mr McDonald, R.M., gave judgment today in the case of E. T. Gillon (agent of H. J. Bynon) v. De Lisle, claim £70 for breach of Fine Arts Copyright Act. Plaintiff was nonsuited with costs, £8 18s. He said a claim under the copyright law was surrounded with such numberless legal difficulties as to make it apparently impossible to recover. The case should have been brought in the Police Court. bbox=[970, 1435, 1094, 1536]
editorial-continued bbox=[485, 34, 639, 676]
twelve-days-again: FOR 12 DAYS ONLY! bbox=[206, 1304, 282, 1313]
interprovincial-paragraph: Last evening a guard arrived in town, having in custody ten Maori prisoners. The natives when taken were very sulky, but after they were put into prison they became cheerful, smoking pipes with the Armed Constabulary and in every way testifying their delight at the novel change in their position. Natives are assembling at Parihaka. Large numbers passed through town this morning, carrying supplies of food, &c. bbox=[970, 1004, 1094, 1114]
editorial-paragraph: This lady was the admired of all admirers. It happened in time, when this lady and her husband were at one of those social gatherings for which New York is so much famed, there chanced to be a dashing young gentleman present whose name, we think, was Fox. These two, highly favoured by nature, were caught in the whirl of crime, and went plunging down hill together. bbox=[323, 310, 479, 386]
australian-cable-items bbox=[808, 1120, 963, 1158]
milford-paragraph: 8. From Mr McIntosh, headmaster of Temuka School, certifying that Edmund and Ellen Brakewell, living in the school district of Milford, are in attendance at the Temuka district school. bbox=[808, 322, 963, 365]
reduction-heading: REDUCTION! REDUCTION! RE DUCTION! bbox=[40, 435, 155, 453]
carpenters-name: JOHN M. OLLIVIER, bbox=[63, 824, 132, 833]
australian-news-heading: AUSTRALIAN NEWS. bbox=[993, 1662, 1071, 1671]
south-times-2 bbox=[100, 102, 165, 126]
telegraph-cell: Austria ... £9 5 6 bbox=[30, 140, 84, 149]
arrived-name: WILLIAM STORRY, bbox=[65, 264, 130, 273]
milford-paragraph: The usual monthly meeting was held on August 9, 1880. bbox=[645, 683, 801, 700]
milford-paragraph: 3. Circular calling attention to clause 83 of the Act prohibiting children under five years of age from attending public schools, pointing out that such prohibition will probably have the effect of reducing the income of Committees, and stating that the attendance of scholars outside school age is not opposed to the expressed intentions of Government. bbox=[808, 126, 963, 193]
licensing-notice: NOTICE is hereby given that in compliance with "The Licensing Act, 1873," and "Licensing Act 1873 Amendment Act, 1874," the QUARTERLY LICENSING COURT will be held at the Resident Magistrate's Court at Temuka, on TUESDAY, the 7th day of September next, at the hour of twelve noon, for the District of Temuka. bbox=[30, 850, 165, 926]
telegram-paragraph: In the House of Commons to-day the Marquis of Hartington, secretary of State for India, in replying to certain remarks which had been made regarding the evacuation of Cabul, advocated the withdrawal of the British troops from that city. He said that it was not now of any political importance that troops should remain there, and General Sir Donald Stewart had fully concurred in the proposal to remove them. bbox=[808, 598, 963, 682]
telegraph-cell: Portugal ... 9 0 bbox=[117, 148, 165, 157]
piano-text: MR STATHAM, at the request of several residents at Temuka, has decided to TEACH the above in that district. As only a limited number of Pupils can be taken early application is necessary. bbox=[30, 310, 165, 361]
milford-continued bbox=[808, 34, 963, 494]
road-board-text: TENDERS are invited for the following WORKS, viz:— bbox=[30, 987, 165, 1004]
editorial-paragraph: The first issue was traced to a clownish plough boy and his sister, but on the police visiting their humble hut, they scouted the idea of such unlikely individuals being the forgers; to satisfy the authorities, however they made a thorough search of the house, and out of the house, without effect, and were about to depart, when an old thief, a born and bred, pointed to a dirty rag placed in a broken pane of glass, and asked the police to take it out. bbox=[485, 348, 639, 441]
column-rule bbox=[642, 34, 643, 1408]
piano-terms: For terms, etc., apply to bbox=[30, 364, 111, 373]
thrashers-heading: TO STRAM THRASHERS, FARMERS, AND OTHERS, bbox=[177, 455, 311, 473]
road-board-title: Overseer to the Board. bbox=[88, 1163, 165, 1172]
this-day-sale: Sale at 1 o'clock sharp. bbox=[205, 420, 283, 429]
coursing-date: 12au bbox=[172, 236, 189, 245]
cable-paragraph: M. Soudry, the French Communist, who was wounded at the Opera House, is a passenger for Europe by the Garonne. bbox=[808, 1132, 963, 1158]
arrived-trade: Taylor and Draper, bbox=[102, 273, 165, 282]
north-times-2 bbox=[30, 102, 95, 126]
interprovincial-paragraph: The funeral of the late George Hunter took place this afternoon, and was largely attended. The principle places of business were closed, and the shipping displayed bunting half-mast high as a mark of respect to the memory of the deceased. bbox=[970, 1243, 1094, 1311]
telegraph-table bbox=[30, 140, 165, 204]
news-paragraph: The following incident, showing how far youthful precocity sometimes goes, occurred some short time back in one of our local schools, according to the Hawera Star:—Master: Any of you who are willing to try and save something from your pocket money for the Irish Relief Fund will please hold up your right hands, or, if you don't get pocket money go without sugar in your tea, or butter on your bread, for a month, and thus create a claim on your parents' generosity. After the above, a generous little fellow about eight years old stood up, and with a firm voice said, 'I promise to do without tobacco for two months.' bbox=[645, 147, 801, 273]
cable-paragraph: At the sheep sales to-day, Mr Gardiner, of New Zealand, bought Adelaide rams at 80 and 120 guineas. Mr Hall, of New Zealand, purchased a flock of Tasmanian ewes, and the New Zealand and Australian Land Company also purchased some high priced rams. bbox=[970, 184, 1094, 251]
telegram-items bbox=[808, 544, 963, 1096]
opportunity: AN OPPORTUNITY THAT SELDOM OFFERS. bbox=[181, 937, 307, 955]
